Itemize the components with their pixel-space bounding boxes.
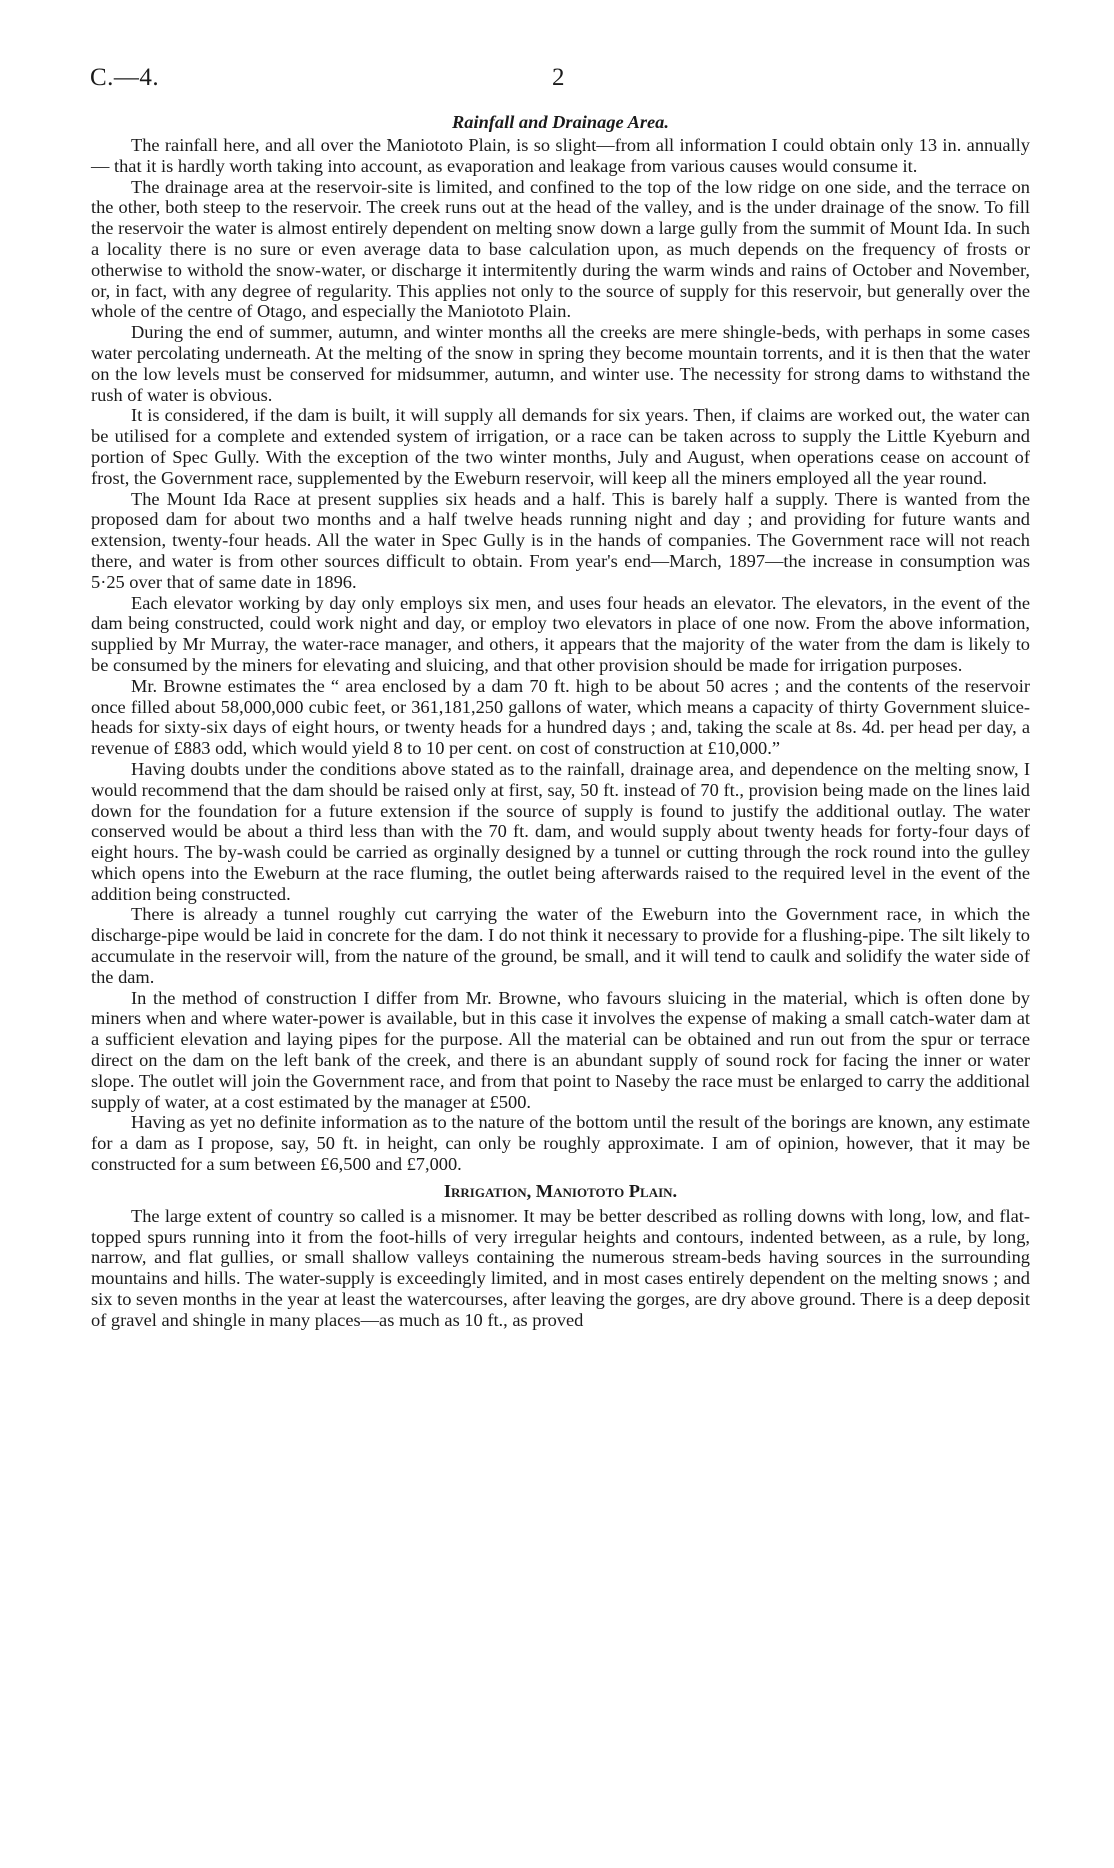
paragraph: The rainfall here, and all over the Maniototo Plain, is so slight—from all information I could obtain only 13 in. annually — that it is hardly worth taking into account, as evaporation and leakage from various causes would consume it. <box>91 135 1030 176</box>
paragraph: Having as yet no definite information as to the nature of the bottom until the result of the borings are known, any estimate for a dam as I propose, say, 50 ft. in height, can only be roughly approximate. I am of opinion, however, that it may be constructed for a sum between £6,500 and £7,000. <box>91 1112 1030 1175</box>
paragraph: There is already a tunnel roughly cut carrying the water of the Eweburn into the Government race, in which the discharge-pipe would be laid in concrete for the dam. I do not think it necessary to provide for a flushing-pipe. The silt likely to accumulate in the reservoir will, from the nature of the ground, be small, and it will tend to caulk and solidify the water side of the dam. <box>91 904 1030 987</box>
section-title-irrigation: Irrigation, Maniototo Plain. <box>443 1180 678 1201</box>
paragraph: Mr. Browne estimates the “ area enclosed by a dam 70 ft. high to be about 50 acres ; and the contents of the reservoir once filled about 58,000,000 cubic feet, or 361,181,250 gallons of water, which means a capacity of thirty Government sluice-heads for sixty-six days of eight hours, or twenty heads for a hundred days ; and, taking the scale at 8s. 4d. per head per day, a revenue of £883 odd, which would yield 8 to 10 per cent. on cost of construction at £10,000.” <box>91 675 1030 759</box>
section-title-rainfall: Rainfall and Drainage Area. <box>452 112 669 132</box>
paragraph: The large extent of country so called is a misnomer. It may be better described as rolling downs with long, low, and flat-topped spurs running into it from the foot-hills of very irregular heights and contours, indented between, as a rule, by long, narrow, and flat gullies, or small shallow valleys containing the numerous stream-beds having sources in the surrounding mountains and hills. The water-supply is exceedingly limited, and in most cases entirely dependent on the melting snows ; and six to seven months in the year at least the watercourses, after leaving the gorges, are dry above ground. There is a deep deposit of gravel and shingle in many places—as much as 10 ft., as proved <box>91 1205 1030 1330</box>
paragraph: During the end of summer, autumn, and winter months all the creeks are mere shingle-beds, with perhaps in some cases water percolating underneath. At the melting of the snow in spring they become mountain torrents, and it is then that the water on the low levels must be conserved for midsummer, autumn, and winter use. The necessity for strong dams to withstand the rush of water is obvious. <box>91 322 1030 405</box>
paragraph: Having doubts under the conditions above stated as to the rainfall, drainage area, and dependence on the melting snow, I would recommend that the dam should be raised only at first, say, 50 ft. instead of 70 ft., provision being made on the lines laid down for the foundation for a future extension if the source of supply is found to justify the additional outlay. The water conserved would be about a third less than with the 70 ft. dam, and would supply about twenty heads for forty-four days of eight hours. The by-wash could be carried as orginally designed by a tunnel or cutting through the rock round into the gulley which opens into the Eweburn at the race fluming, the outlet being afterwards raised to the required level in the event of the addition being constructed. <box>91 758 1030 904</box>
paragraph: In the method of construction I differ from Mr. Browne, who favours sluicing in the material, which is often done by miners when and where water-power is available, but in this case it involves the expense of making a small catch-water dam at a sufficient elevation and laying pipes for the purpose. All the material can be obtained and run out from the spur or terrace direct on the dam on the left bank of the creek, and there is an abundant supply of sound rock for facing the inner or water slope. The outlet will join the Government race, and from that point to Naseby the race must be enlarged to carry the additional supply of water, at a cost estimated by the manager at £500. <box>91 987 1030 1112</box>
document-reference: C.—4. <box>90 64 160 91</box>
paragraph: The Mount Ida Race at present supplies six heads and a half. This is barely half a supply. There is wanted from the proposed dam for about two months and a half twelve heads running night and day ; and providing for future wants and extension, twenty-four heads. All the water in Spec Gully is in the hands of companies. The Government race will not reach there, and water is from other sources difficult to obtain. From year's end—March, 1897—the increase in consumption was 5·25 over that of same date in 1896. <box>91 488 1030 592</box>
document-body <box>91 110 1030 1331</box>
page-number: 2 <box>552 64 565 91</box>
paragraph: It is considered, if the dam is built, it will supply all demands for six years. Then, if claims are worked out, the water can be utilised for a complete and extended system of irrigation, or a race can be taken across to supply the Little Kyeburn and portion of Spec Gully. With the exception of the two winter months, July and August, when operations cease on account of frost, the Government race, supplemented by the Eweburn reservoir, will keep all the miners employed all the year round. <box>91 405 1030 488</box>
paragraph: Each elevator working by day only employs six men, and uses four heads an elevator. The elevators, in the event of the dam being constructed, could work night and day, or employ two elevators in place of one now. From the above information, supplied by Mr Murray, the water-race manager, and others, it appears that the majority of the water from the dam is likely to be consumed by the miners for elevating and sluicing, and that other provision should be made for irrigation purposes. <box>91 592 1030 675</box>
paragraph: The drainage area at the reservoir-site is limited, and confined to the top of the low ridge on one side, and the terrace on the other, both steep to the reservoir. The creek runs out at the head of the valley, and is the under drainage of the snow. To fill the reservoir the water is almost entirely dependent on melting snow down a large gully from the summit of Mount Ida. In such a locality there is no sure or even average data to base calculation upon, as much depends on the frequency of frosts or otherwise to withold the snow-water, or discharge it intermitently during the warm winds and rains of October and November, or, in fact, with any degree of regularity. This applies not only to the source of supply for this reservoir, but generally over the whole of the centre of Otago, and especially the Maniototo Plain. <box>91 176 1030 322</box>
